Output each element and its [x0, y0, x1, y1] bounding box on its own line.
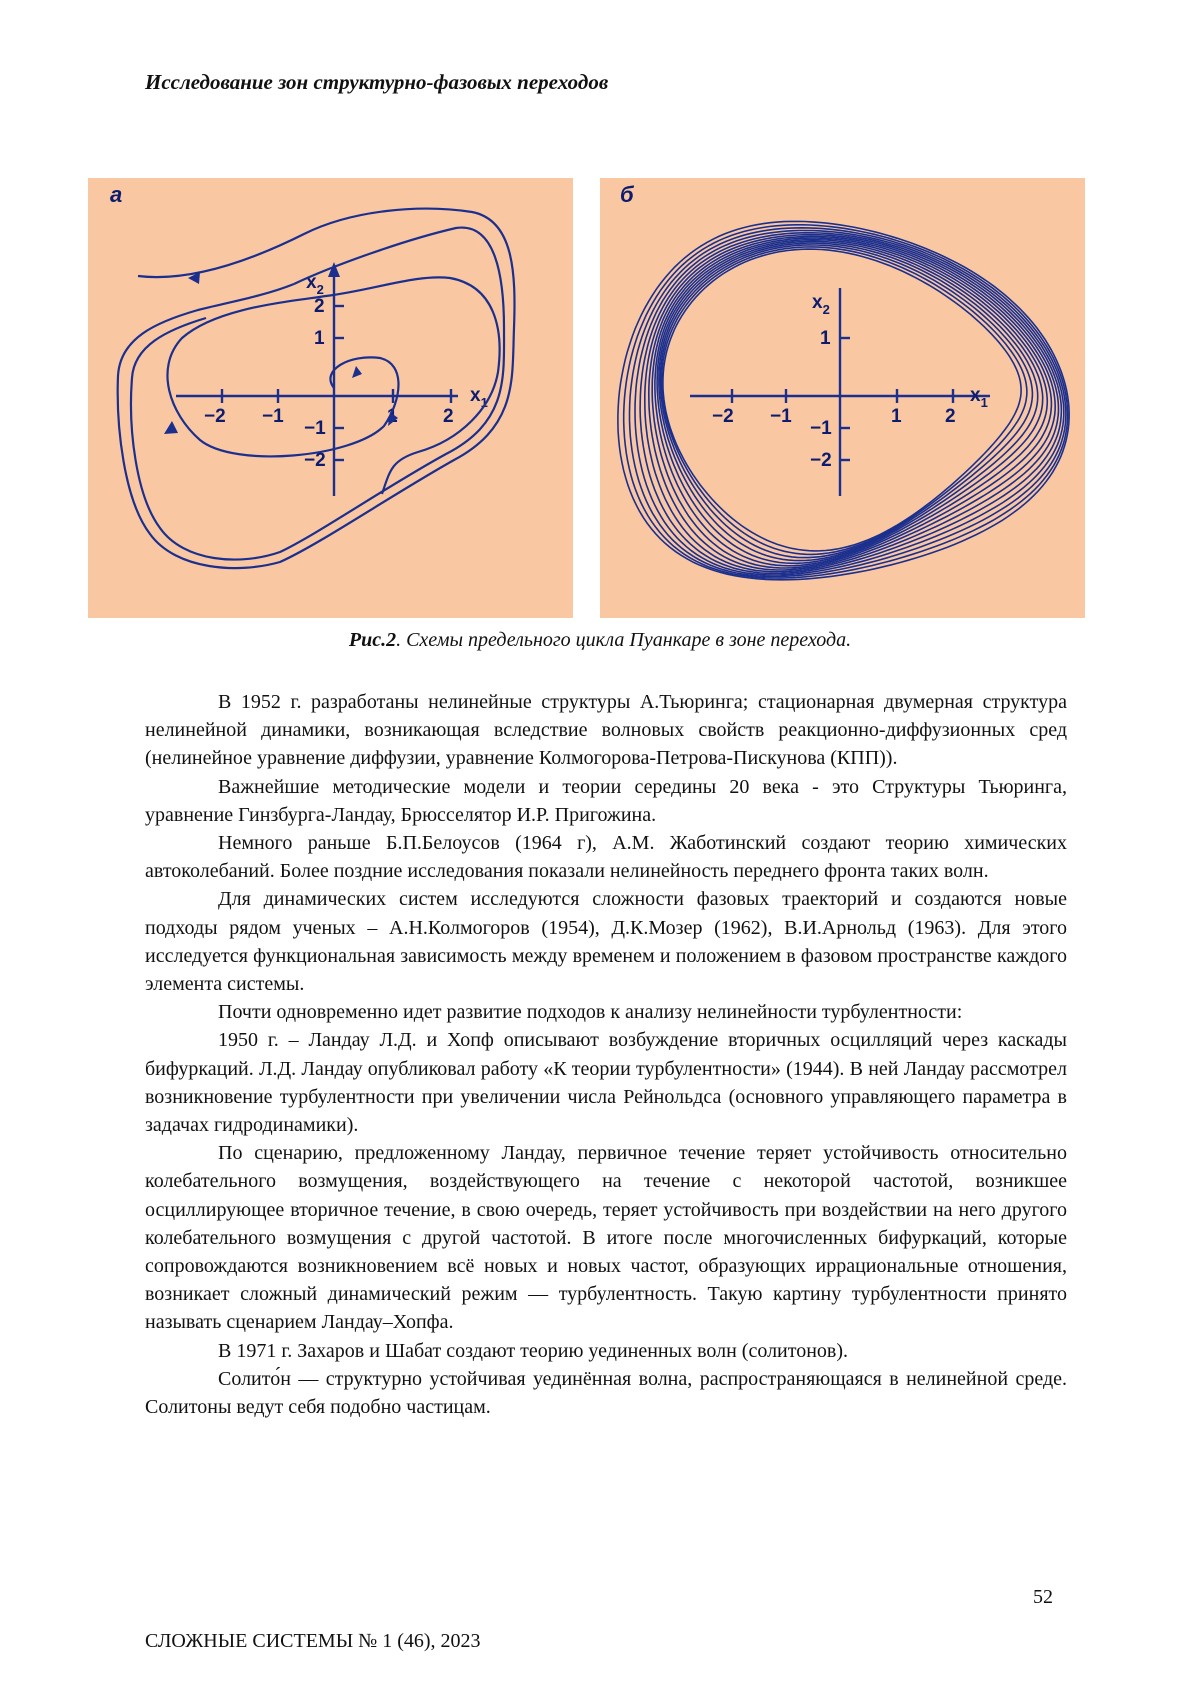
page-number: 52 [1033, 1586, 1053, 1609]
trajectory-loop [624, 225, 1068, 578]
x-tick-label: −2 [712, 406, 734, 427]
trajectory-loop [618, 221, 1069, 579]
trajectory-bundle [618, 221, 1069, 579]
figure-caption [0, 629, 1200, 652]
phase-portrait-b [600, 178, 1085, 618]
limit-cycle-outer [118, 209, 515, 568]
paragraph: По сценарию, предложенному Ландау, первичное течение теряет устойчивость относительно колебательного возмущения, воздействующего на течение с некоторой частотой, возникшее осциллирующее вторичное течение, в свою очередь, теряет устойчивость при воздействии на него другого колебательного возмущения с другой частотой. В итоге после многочисленных бифуркаций, которые сопровождаются возникновением всё новых и новых частот, образующих иррациональные отношения, возникает сложный динамический режим — турбулентность. Такую картину турбулентности принято называть сценарием Ландау–Хопфа. [145, 1139, 1067, 1336]
trajectory-loop [635, 231, 1064, 576]
x1-axis-label: x1 [470, 385, 488, 410]
paragraph: В 1971 г. Захаров и Шабат создают теорию уединенных волн (солитонов). [145, 1337, 1067, 1365]
y-tick-label: 2 [314, 296, 325, 317]
x-tick-label: 2 [443, 406, 454, 427]
paragraph: Немного раньше Б.П.Белоусов (1964 г), А.М. Жаботинский создают теорию химических автоколебаний. Более поздние исследования показали нелинейность переднего фронта таких волн. [145, 829, 1067, 885]
y-tick-label: −2 [304, 450, 326, 471]
x-tick-label: −1 [262, 406, 284, 427]
panel-letter-b: б [620, 182, 635, 207]
paragraph: Солито́н — структурно устойчивая уединённая волна, распространяющаяся в нелинейной среде. Солитоны ведут себя подобно частицам. [145, 1365, 1067, 1421]
x2-axis-label: x2 [306, 272, 324, 297]
x-tick-label: 2 [945, 406, 956, 427]
body-text [145, 688, 1067, 1421]
y-tick-label: −1 [810, 418, 832, 439]
y-tick-label: −1 [304, 418, 326, 439]
x-tick-label: −1 [770, 406, 792, 427]
journal-footer: СЛОЖНЫЕ СИСТЕМЫ № 1 (46), 2023 [145, 1630, 481, 1653]
paragraph: Для динамических систем исследуются сложности фазовых траекторий и создаются новые подходы рядом ученых – А.Н.Колмогоров (1954), Д.К.Мозер (1962), В.И.Арнольд (1963). Для этого исследуется функциональная зависимость между временем и положением в фазовом пространстве каждого элемента системы. [145, 885, 1067, 998]
figure-caption-label: Рис.2 [349, 629, 396, 651]
x-tick-label: 1 [891, 406, 902, 427]
paragraph: Почти одновременно идет развитие подходов к анализу нелинейности турбулентности: [145, 998, 1067, 1026]
y-tick-label: 1 [314, 328, 325, 349]
figure-caption-text: . Схемы предельного цикла Пуанкаре в зоне перехода. [396, 629, 851, 651]
x2-axis-label: x2 [812, 292, 830, 317]
paragraph: 1950 г. – Ландау Л.Д. и Хопф описывают возбуждение вторичных осцилляций через каскады бифуркаций. Л.Д. Ландау опубликовал работу «К теории турбулентности» (1944). В ней Ландау рассмотрел возникновение турбулентности при увеличении числа Рейнольдса (основного управляющего параметра в задачах гидродинамики). [145, 1026, 1067, 1139]
panel-letter-a: а [110, 182, 122, 207]
y-tick-label: −2 [810, 450, 832, 471]
figure-2 [0, 178, 1200, 618]
paragraph: В 1952 г. разработаны нелинейные структуры А.Тьюринга; стационарная двумерная структура нелинейной динамики, возникающая вследствие волновых свойств реакционно-диффузионных сред (нелинейное уравнение диффузии, уравнение Колмогорова-Петрова-Пискунова (КПП)). [145, 688, 1067, 773]
y-tick-label: 1 [820, 328, 831, 349]
x-tick-label: −2 [204, 406, 226, 427]
phase-portrait-a [88, 178, 573, 618]
figure-panel-a [88, 178, 573, 618]
paragraph: Важнейшие методические модели и теории середины 20 века - это Структуры Тьюринга, уравнение Гинзбурга-Ландау, Брюсселятор И.Р. Пригожина. [145, 773, 1067, 829]
running-head: Исследование зон структурно-фазовых переходов [145, 70, 608, 95]
x1-axis-label: x1 [970, 385, 988, 410]
figure-panel-b [600, 178, 1085, 618]
